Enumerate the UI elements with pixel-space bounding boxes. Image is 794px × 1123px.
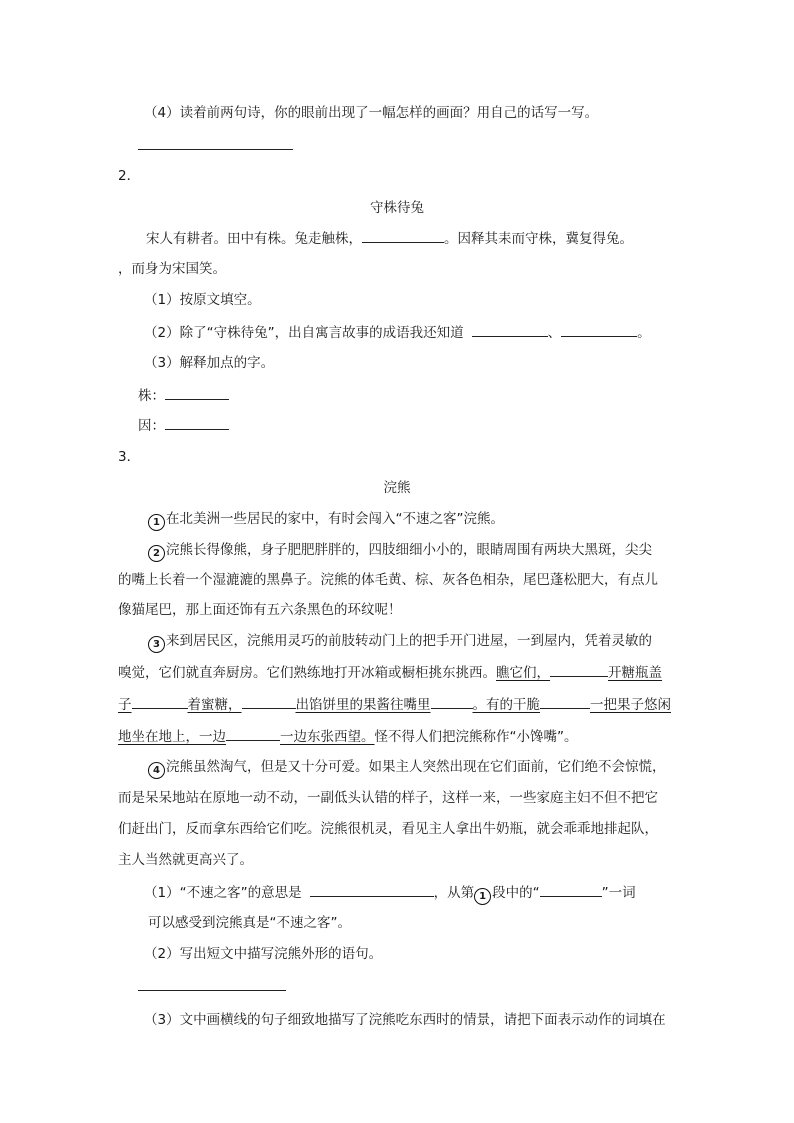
q2-item3: （3）解释加点的字。 [144,355,275,371]
underlined-text: 子 [118,697,132,713]
passage-title: 浣熊 [383,480,411,496]
underlined-text: 地坐在地上，一边 [118,729,226,745]
paragraph-text: 浣熊虽然淘气，但是又十分可爱。如果主人突然出现在它们面前，它们绝不会惊慌， [166,759,666,775]
paragraph-text: 怪不得人们把浣熊称作“小馋嘴”。 [374,729,578,745]
q1-item4: （4）读着前两句诗，你的眼前出现了一幅怎样的画面？用自己的话写一写。 [144,105,599,121]
question-text: ”一词 [601,885,636,901]
circled-number: 3 [148,636,165,653]
underlined-text: 有的干脆 [486,697,540,713]
question-number: 3． [118,449,141,465]
fill-blank[interactable] [561,322,637,337]
definition-yin [138,415,229,436]
paragraph-1 [148,509,504,531]
passage-text: 。因释其耒而守株，冀复得兔。 [444,231,633,247]
fill-blank[interactable] [362,228,444,243]
underlined-text: 一把果子悠闲 [590,697,671,713]
definition-zhu [138,385,229,406]
q3-item1-continued: 可以感受到浣熊真是“不速之客”。 [148,915,351,931]
fill-blank[interactable] [242,694,296,709]
fill-blank[interactable] [165,385,229,400]
underlined-text: 出馅饼里的果酱往嘴里 [295,697,431,713]
passage-title: 守株待兔 [370,200,424,216]
paragraph-3-line [118,662,662,683]
circled-number: 1 [474,888,491,905]
paragraph-4-line: 们赶出门，反而拿东西给它们吃。浣熊很机灵，看见主人拿出牛奶瓶，就会乖乖地排起队， [118,821,658,837]
answer-line[interactable] [138,149,293,150]
fill-blank[interactable] [310,882,434,897]
fill-blank[interactable] [431,694,473,709]
passage-line: ，而身为宋国笑。 [118,261,226,277]
label: 株： [138,388,165,404]
q3-item1 [144,882,636,905]
question-text: （2）除了“守株待兔”，出自寓言故事的成语我还知道 [144,325,464,341]
paragraph-3-line [148,631,652,653]
passage-text: 宋人有耕者。田中有株。兔走触株， [146,231,362,247]
fill-blank[interactable] [472,322,548,337]
paragraph-2-line: 的嘴上长着一个湿漉漉的黑鼻子。浣熊的体毛黄、棕、灰各色相杂，尾巴蓬松肥大，有点儿 [118,572,658,588]
paragraph-text: 在北美洲一些居民的家中，有时会闯入“不速之客”浣熊。 [166,511,504,527]
paragraph-4-line: 主人当然就更高兴了。 [118,852,253,868]
fill-blank[interactable] [540,882,602,897]
underlined-text: 一边东张西望。 [280,729,375,745]
question-number: 2． [118,168,141,184]
passage-line [146,228,633,249]
circled-number: 4 [148,762,165,779]
underlined-text: 开糖瓶盖 [608,665,662,681]
q3-item2: （2）写出短文中描写浣熊外形的语句。 [144,946,383,962]
question-text: ，从第 [433,885,475,901]
separator: 、 [547,325,562,341]
paragraph-3-line [118,694,671,715]
paragraph-3-line [118,726,578,747]
fill-blank[interactable] [132,694,188,709]
paragraph-4-line: 而是呆呆地站在原地一动不动，一副低头认错的样子，这样一来，一些家庭主妇不但不把它 [118,790,658,806]
fill-blank[interactable] [540,694,590,709]
paragraph-2-line [148,540,652,562]
q2-item1: （1）按原文填空。 [144,292,261,308]
underlined-text: 着蜜糖， [187,697,242,713]
underlined-text: 瞧它们， [496,665,550,681]
fill-blank[interactable] [226,726,280,741]
fill-blank[interactable] [550,662,608,677]
q3-item3: （3）文中画横线的句子细致地描写了浣熊吃东西时的情景，请把下面表示动作的词填在 [144,1012,666,1028]
question-text: 段中的“ [492,885,540,901]
circled-number: 2 [148,545,165,562]
paragraph-text: 嗅觉，它们就直奔厨房。它们熟练地打开冰箱或橱柜挑东挑西。 [118,665,496,681]
fill-blank[interactable] [165,415,229,430]
paragraph-text: 浣熊长得像熊，身子肥肥胖胖的，四肢细细小小的，眼睛周围有两块大黑斑，尖尖 [166,542,652,558]
answer-line[interactable] [138,990,286,991]
paragraph-2-line: 像猫尾巴，那上面还饰有五六条黑色的环纹呢！ [118,602,402,618]
underlined-text: 。 [472,697,486,713]
question-text: （1）“不速之客”的意思是 [144,885,302,901]
q2-item2 [144,322,651,343]
circled-number: 1 [148,514,165,531]
label: 因： [138,418,165,434]
period: 。 [637,325,651,341]
paragraph-4-line [148,757,666,779]
paragraph-text: 来到居民区，浣熊用灵巧的前肢转动门上的把手开门进屋，一到屋内，凭着灵敏的 [166,633,652,649]
